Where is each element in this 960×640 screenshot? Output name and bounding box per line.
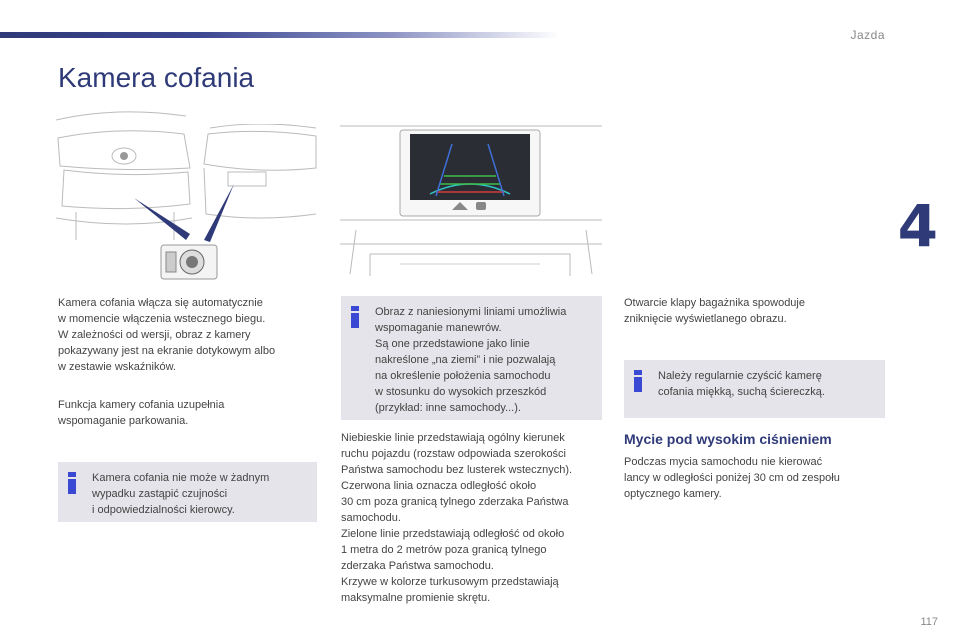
- col1-para2: Funkcja kamery cofania uzupełnia wspomaganie parkowania.: [58, 399, 225, 427]
- col3-body: Podczas mycia samochodu nie kierować lancy w odległości poniżej 30 cm od zespołu optycznego kamery.: [624, 456, 840, 500]
- screen-illustration: [340, 124, 602, 276]
- hatchback-rear-illustration: [200, 124, 318, 244]
- col3-info-note: Należy regularnie czyścić kamerę cofania miękką, suchą ściereczką.: [624, 360, 885, 418]
- sedan-rear-illustration: [56, 108, 196, 243]
- info-icon: [351, 306, 359, 328]
- camera-icon: [160, 244, 218, 280]
- page-number: 117: [920, 616, 938, 628]
- info-icon: [634, 370, 642, 392]
- col1-intro: Kamera cofania włącza się automatycznie w momencie włączenia wstecznego biegu. W zależności od wersji, obraz z kamery pokazywany jest na ekranie dotykowym albo w zestawie wskaźników.: [58, 297, 276, 373]
- page-title: Kamera cofania: [58, 62, 255, 93]
- info-icon: [68, 472, 76, 494]
- col3-intro: Otwarcie klapy bagażnika spowoduje zniknięcie wyświetlanego obrazu.: [624, 297, 805, 325]
- col2-info-note: Obraz z naniesionymi liniami umożliwia wspomaganie manewrów. Są one przedstawione jako linie nakreślone „na ziemi” i nie pozwalają na określenie położenia samochodu w stosunku do wysokich przeszkód (przykład: inne samochody...).: [341, 296, 602, 420]
- chapter-number: 4: [897, 192, 938, 260]
- header-gradient-bar: [0, 32, 560, 38]
- col2-body: Niebieskie linie przedstawiają ogólny kierunek ruchu pojazdu (rozstaw odpowiada szerokości Państwa samochodu bez lusterek wstecznych). Czerwona linia oznacza odległość około 30 cm poza granicą tylnego zderzaka Państwa samochodu. Zielone linie przedstawiają odległość od około 1 metra do 2 metrów poza granicą tylnego zderzaka Państwa samochodu. Krzywe w kolorze turkusowym przedstawiają maksymalne promienie skrętu.: [341, 432, 573, 604]
- col1-info-note: Kamera cofania nie może w żadnym wypadku zastąpić czujności i odpowiedzialności kierowcy.: [58, 462, 317, 522]
- section-heading-washing: Mycie pod wysokim ciśnieniem: [624, 431, 832, 447]
- section-name: Jazda: [850, 28, 885, 42]
